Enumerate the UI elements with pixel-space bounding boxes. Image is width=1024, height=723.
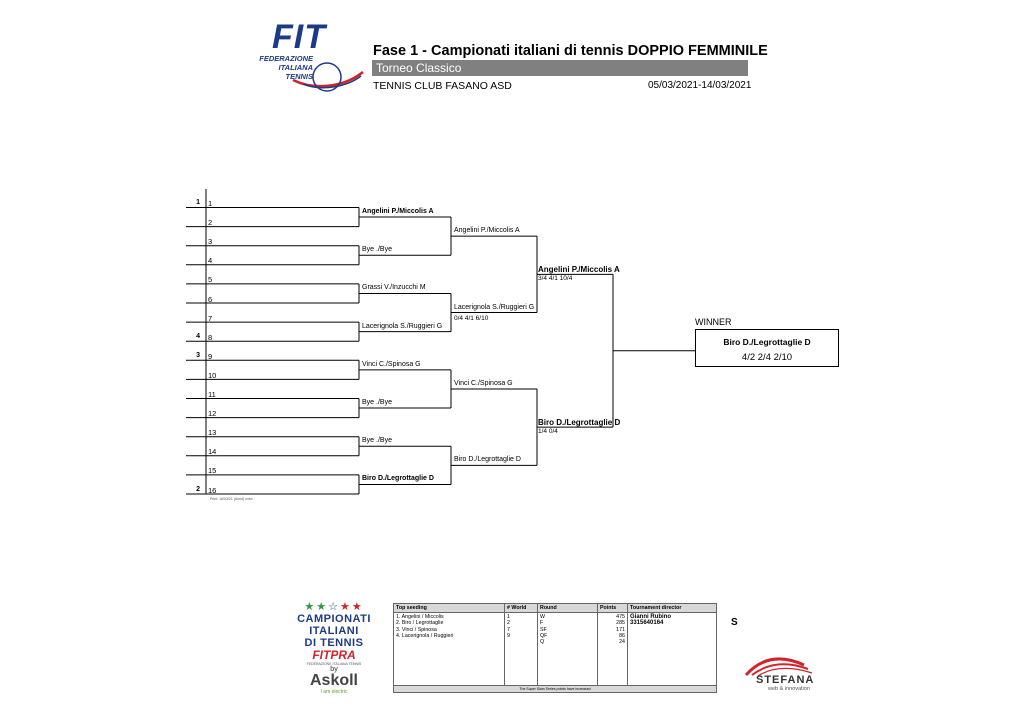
side-mark: S	[731, 617, 738, 628]
seed-number: 1	[196, 199, 200, 206]
draw-slot-number: 15	[208, 466, 217, 476]
r16-winner-name: Biro D./Legrottaglie D	[362, 475, 434, 483]
print-note: Print: 16/03/21 (Alrnd) nxbx	[210, 497, 253, 501]
draw-slot-number: 7	[208, 313, 213, 323]
director-name: Gianni Rubino	[630, 614, 671, 620]
draw-slot-number: 6	[208, 294, 213, 304]
winner-label: WINNER	[695, 317, 732, 327]
header-director: Tournament director	[628, 604, 717, 613]
draw-slot-number: 5	[208, 275, 213, 285]
page-title: Fase 1 - Campionati italiani di tennis DOPPIO FEMMINILE	[373, 43, 768, 59]
draw-slot-number: 1	[208, 199, 213, 208]
draw-slot-number: 13	[208, 428, 217, 438]
tournament-dates: 05/03/2021-14/03/2021	[648, 80, 752, 91]
qf-winner-name: Angelini P./Miccolis A	[454, 227, 520, 235]
sf-winner-name: Angelini P./Miccolis A	[538, 265, 620, 275]
draw-slot-number: 8	[208, 332, 213, 342]
fit-logo-subtext: FEDERAZIONE ITALIANA TENNIS	[259, 54, 313, 81]
r16-winner-name: Bye ./Bye	[362, 246, 392, 254]
draw-slot-number: 4	[208, 256, 213, 266]
seeds-cell: 1. Angelini / Miccolis 2. Biro / Legrottaglie 3. Vinci / Spinosa 4. Lacerignola / Ruggieri	[394, 613, 505, 686]
points-cell: 475 285 171 86 24	[598, 613, 628, 686]
draw-slot-number: 9	[208, 351, 213, 361]
club-name: TENNIS CLUB FASANO ASD	[373, 80, 512, 92]
r16-winner-name: Vinci C./Spinosa G	[362, 360, 421, 368]
table-footer: The Super Slam Series points have increased	[394, 686, 717, 693]
summary-table	[393, 603, 717, 693]
sf-score: 3/4 4/1 10/4	[538, 275, 573, 283]
draw-slot-number: 16	[208, 485, 217, 495]
winner-name: Biro D./Legrottaglie D	[723, 337, 811, 347]
campionati-logo: ★★☆★★ CAMPIONATI ITALIANI DI TENNIS FITPRA FEDERAZIONE ITALIANA TENNIS by Askoll I am electric	[297, 601, 371, 695]
header-points: Points	[598, 604, 628, 613]
draw-slot-number: 3	[208, 237, 213, 247]
qf-winner-name: Lacerignola S./Ruggieri G	[454, 303, 535, 311]
header-round: Round	[538, 604, 598, 613]
header-top-seeding: Top seeding	[394, 604, 505, 613]
askoll-logo: Askoll	[309, 672, 358, 689]
seed-number: 3	[196, 351, 200, 359]
r16-winner-name: Bye ./Bye	[362, 399, 392, 407]
fit-logo-text: FIT	[272, 18, 326, 56]
sf-score: 1/4 0/4	[538, 428, 558, 436]
draw-slot-number: 12	[208, 409, 217, 419]
qf-winner-name: Biro D./Legrottaglie D	[454, 456, 521, 464]
seed-number: 4	[196, 332, 200, 340]
r16-winner-name: Lacerignola S./Ruggieri G	[362, 322, 443, 330]
subtitle: Torneo Classico	[376, 61, 462, 75]
r16-winner-name: Bye ./Bye	[362, 437, 392, 445]
director-phone: 3315640164	[630, 620, 664, 627]
world-cell: 1 2 7 9	[505, 613, 538, 686]
director-cell	[628, 613, 717, 686]
stars-icon: ★★☆★★	[304, 601, 364, 613]
r16-winner-name: Grassi V./Inzucchi M	[362, 284, 426, 292]
winner-score: 4/2 2/4 2/10	[741, 352, 793, 363]
stefana-logo: STEFANA web & innovation	[742, 653, 834, 693]
header-world: # World	[505, 604, 538, 613]
sf-winner-name: Biro D./Legrottaglie D	[538, 418, 621, 428]
qf-winner-name: Vinci C./Spinosa G	[454, 379, 513, 387]
qf-score: 0/4 4/1 6/10	[454, 314, 489, 322]
draw-slot-number: 14	[208, 447, 217, 457]
r16-winner-name: Angelini P./Miccolis A	[362, 208, 434, 216]
draw-slot-number: 10	[208, 370, 217, 380]
draw-slot-number: 11	[208, 390, 216, 399]
draw-slot-number: 2	[208, 218, 213, 228]
rounds-cell: W F SF QF Q	[538, 613, 598, 686]
seed-number: 2	[196, 485, 200, 493]
